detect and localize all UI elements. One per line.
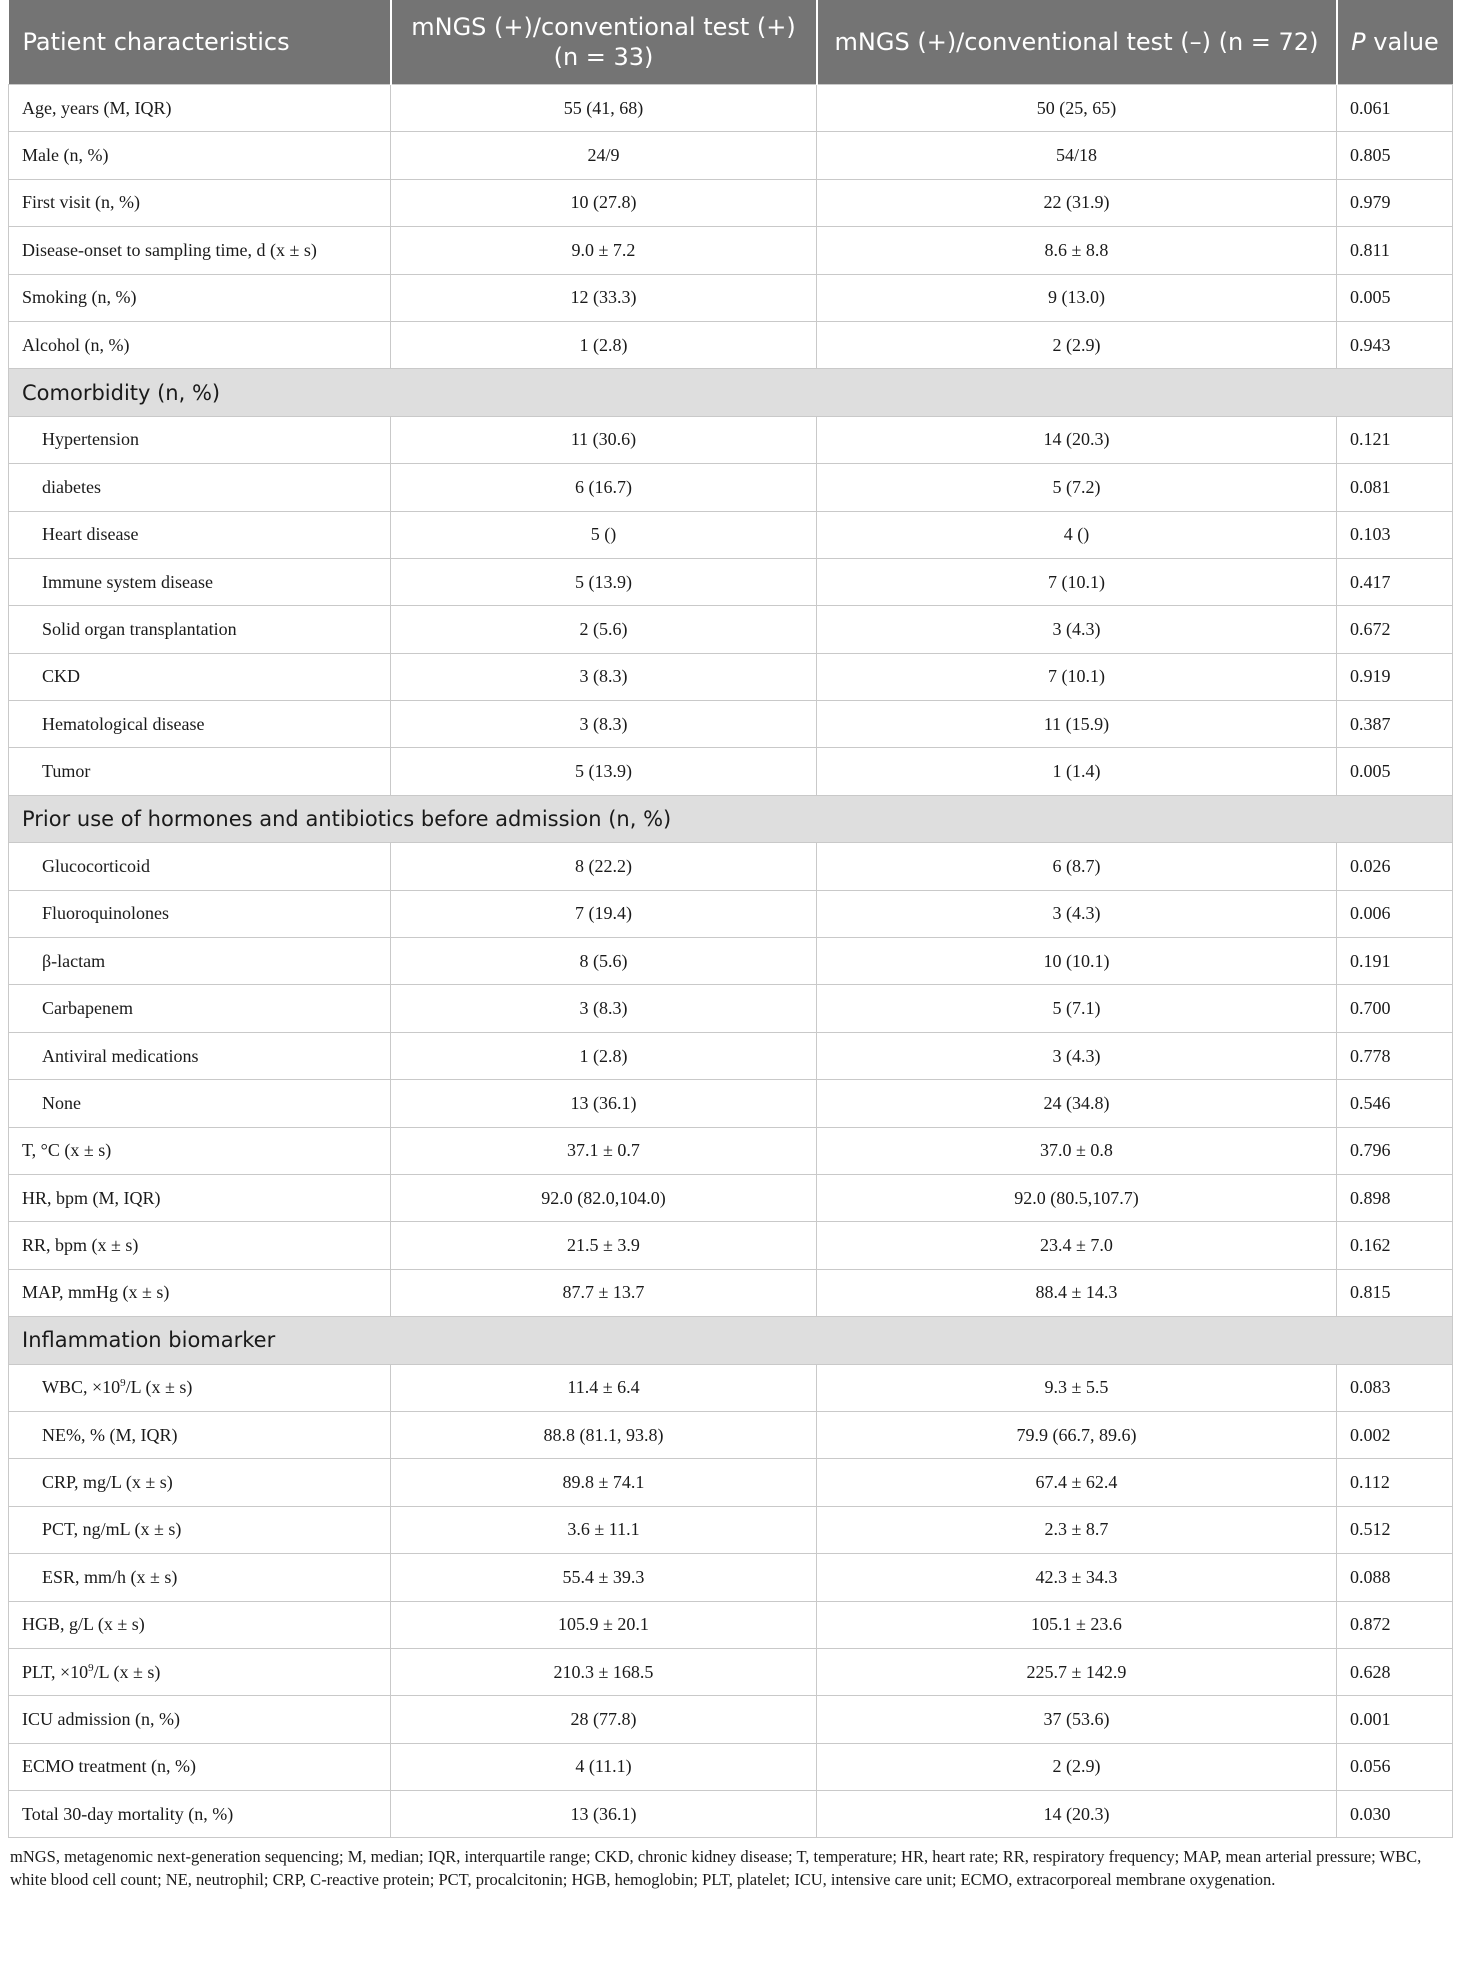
row-label xyxy=(9,1080,391,1127)
row-label-text: Disease-onset to sampling time, d (x ± s) xyxy=(22,239,317,260)
value-conventional-positive: 2 (5.6) xyxy=(391,606,817,653)
section-title: Comorbidity (n, %) xyxy=(9,369,1453,416)
value-conventional-negative: 10 (10.1) xyxy=(817,938,1337,985)
row-label xyxy=(9,1032,391,1079)
table-row xyxy=(9,1364,1453,1411)
row-label-text: Immune system disease xyxy=(42,571,213,592)
p-value: 0.898 xyxy=(1337,1174,1453,1221)
value-conventional-positive: 3 (8.3) xyxy=(391,985,817,1032)
p-value: 0.919 xyxy=(1337,653,1453,700)
p-value: 0.081 xyxy=(1337,464,1453,511)
value-conventional-negative: 225.7 ± 142.9 xyxy=(817,1648,1337,1695)
row-label xyxy=(9,938,391,985)
row-label-text: Glucocorticoid xyxy=(42,855,150,876)
value-conventional-negative: 105.1 ± 23.6 xyxy=(817,1601,1337,1648)
value-conventional-positive: 5 (13.9) xyxy=(391,558,817,605)
value-conventional-positive: 13 (36.1) xyxy=(391,1080,817,1127)
row-label-text: WBC, ×10 xyxy=(42,1377,121,1398)
row-label-text: HGB, g/L (x ± s) xyxy=(22,1614,145,1635)
p-value: 0.005 xyxy=(1337,748,1453,795)
value-conventional-positive: 9.0 ± 7.2 xyxy=(391,227,817,274)
p-value-suffix: value xyxy=(1365,28,1439,56)
table-body xyxy=(9,85,1453,1838)
p-value: 0.943 xyxy=(1337,321,1453,368)
row-label-text: NE%, % (M, IQR) xyxy=(42,1424,178,1445)
table-row xyxy=(9,416,1453,463)
row-label-suffix: /L (x ± s) xyxy=(93,1661,161,1682)
value-conventional-negative: 54/18 xyxy=(817,132,1337,179)
row-label xyxy=(9,1127,391,1174)
row-label-text: HR, bpm (M, IQR) xyxy=(22,1187,161,1208)
row-label-superscript: 9 xyxy=(88,1661,94,1674)
row-label xyxy=(9,1222,391,1269)
row-label-text: ECMO treatment (n, %) xyxy=(22,1756,196,1777)
table-row xyxy=(9,321,1453,368)
value-conventional-positive: 8 (22.2) xyxy=(391,843,817,890)
p-value: 0.512 xyxy=(1337,1506,1453,1553)
value-conventional-positive: 5 () xyxy=(391,511,817,558)
table-row xyxy=(9,558,1453,605)
row-label-text: Heart disease xyxy=(42,524,139,545)
p-value: 0.546 xyxy=(1337,1080,1453,1127)
value-conventional-positive: 13 (36.1) xyxy=(391,1791,817,1838)
row-label-text: None xyxy=(42,1092,81,1113)
value-conventional-negative: 23.4 ± 7.0 xyxy=(817,1222,1337,1269)
p-value: 0.056 xyxy=(1337,1743,1453,1790)
row-label-text: Total 30-day mortality (n, %) xyxy=(22,1803,234,1824)
row-label-text: MAP, mmHg (x ± s) xyxy=(22,1282,170,1303)
row-label xyxy=(9,558,391,605)
value-conventional-positive: 1 (2.8) xyxy=(391,321,817,368)
row-label xyxy=(9,985,391,1032)
value-conventional-negative: 42.3 ± 34.3 xyxy=(817,1554,1337,1601)
table-row xyxy=(9,1791,1453,1838)
value-conventional-negative: 3 (4.3) xyxy=(817,606,1337,653)
table-row xyxy=(9,511,1453,558)
header-conventional-positive: mNGS (+)/conventional test (+) (n = 33) xyxy=(391,0,817,85)
value-conventional-positive: 55.4 ± 39.3 xyxy=(391,1554,817,1601)
table-row xyxy=(9,938,1453,985)
table-row xyxy=(9,701,1453,748)
value-conventional-positive: 11 (30.6) xyxy=(391,416,817,463)
p-value: 0.417 xyxy=(1337,558,1453,605)
header-patient-characteristics: Patient characteristics xyxy=(9,0,391,85)
value-conventional-positive: 4 (11.1) xyxy=(391,1743,817,1790)
row-label-text: First visit (n, %) xyxy=(22,192,141,213)
row-label-text: Alcohol (n, %) xyxy=(22,334,130,355)
value-conventional-negative: 88.4 ± 14.3 xyxy=(817,1269,1337,1316)
table-row xyxy=(9,1127,1453,1174)
value-conventional-negative: 37.0 ± 0.8 xyxy=(817,1127,1337,1174)
value-conventional-positive: 37.1 ± 0.7 xyxy=(391,1127,817,1174)
value-conventional-negative: 7 (10.1) xyxy=(817,558,1337,605)
row-label xyxy=(9,1269,391,1316)
value-conventional-positive: 3 (8.3) xyxy=(391,701,817,748)
row-label xyxy=(9,1696,391,1743)
value-conventional-negative: 5 (7.1) xyxy=(817,985,1337,1032)
row-label-text: T, °C (x ± s) xyxy=(22,1140,112,1161)
value-conventional-positive: 6 (16.7) xyxy=(391,464,817,511)
row-label xyxy=(9,511,391,558)
table-row xyxy=(9,1222,1453,1269)
value-conventional-positive: 24/9 xyxy=(391,132,817,179)
table-header xyxy=(9,0,1453,85)
table-row xyxy=(9,653,1453,700)
row-label-text: Smoking (n, %) xyxy=(22,287,137,308)
row-label xyxy=(9,1791,391,1838)
value-conventional-positive: 3 (8.3) xyxy=(391,653,817,700)
row-label xyxy=(9,1364,391,1411)
row-label-text: diabetes xyxy=(42,476,101,497)
value-conventional-negative: 11 (15.9) xyxy=(817,701,1337,748)
p-value: 0.387 xyxy=(1337,701,1453,748)
p-value: 0.030 xyxy=(1337,1791,1453,1838)
p-value: 0.162 xyxy=(1337,1222,1453,1269)
p-value: 0.191 xyxy=(1337,938,1453,985)
p-value: 0.112 xyxy=(1337,1459,1453,1506)
p-value: 0.006 xyxy=(1337,890,1453,937)
table-row xyxy=(9,1174,1453,1221)
row-label xyxy=(9,1601,391,1648)
value-conventional-negative: 50 (25, 65) xyxy=(817,85,1337,132)
row-label xyxy=(9,132,391,179)
table-row xyxy=(9,1269,1453,1316)
row-label xyxy=(9,843,391,890)
p-value: 0.700 xyxy=(1337,985,1453,1032)
row-label-text: Age, years (M, IQR) xyxy=(22,97,172,118)
header-conventional-negative: mNGS (+)/conventional test (–) (n = 72) xyxy=(817,0,1337,85)
value-conventional-negative: 4 () xyxy=(817,511,1337,558)
row-label xyxy=(9,653,391,700)
row-label xyxy=(9,85,391,132)
row-label xyxy=(9,321,391,368)
p-value: 0.778 xyxy=(1337,1032,1453,1079)
value-conventional-negative: 3 (4.3) xyxy=(817,890,1337,937)
p-value: 0.805 xyxy=(1337,132,1453,179)
row-label xyxy=(9,1648,391,1695)
value-conventional-positive: 21.5 ± 3.9 xyxy=(391,1222,817,1269)
row-label-superscript: 9 xyxy=(120,1377,126,1390)
header-p-value xyxy=(1337,0,1453,85)
p-value: 0.811 xyxy=(1337,227,1453,274)
table-row xyxy=(9,85,1453,132)
table-row xyxy=(9,179,1453,226)
row-label xyxy=(9,748,391,795)
value-conventional-positive: 1 (2.8) xyxy=(391,1032,817,1079)
row-label-text: Fluoroquinolones xyxy=(42,903,170,924)
p-value: 0.083 xyxy=(1337,1364,1453,1411)
value-conventional-positive: 88.8 (81.1, 93.8) xyxy=(391,1411,817,1458)
row-label-text: Antiviral medications xyxy=(42,1045,199,1066)
row-label xyxy=(9,1411,391,1458)
row-label-text: ESR, mm/h (x ± s) xyxy=(42,1566,178,1587)
row-label-text: ICU admission (n, %) xyxy=(22,1708,180,1729)
row-label xyxy=(9,416,391,463)
row-label xyxy=(9,227,391,274)
value-conventional-negative: 8.6 ± 8.8 xyxy=(817,227,1337,274)
table-row xyxy=(9,1554,1453,1601)
value-conventional-positive: 92.0 (82.0,104.0) xyxy=(391,1174,817,1221)
value-conventional-negative: 9 (13.0) xyxy=(817,274,1337,321)
value-conventional-positive: 89.8 ± 74.1 xyxy=(391,1459,817,1506)
row-label xyxy=(9,1554,391,1601)
row-label xyxy=(9,274,391,321)
value-conventional-negative: 7 (10.1) xyxy=(817,653,1337,700)
value-conventional-positive: 105.9 ± 20.1 xyxy=(391,1601,817,1648)
row-label xyxy=(9,1174,391,1221)
p-value: 0.026 xyxy=(1337,843,1453,890)
row-label xyxy=(9,606,391,653)
section-header-row xyxy=(9,795,1453,842)
table-row xyxy=(9,1506,1453,1553)
value-conventional-negative: 14 (20.3) xyxy=(817,1791,1337,1838)
p-value: 0.061 xyxy=(1337,85,1453,132)
row-label-text: CRP, mg/L (x ± s) xyxy=(42,1472,173,1493)
table-row xyxy=(9,132,1453,179)
table-footnote: mNGS, metagenomic next-generation sequencing; M, median; IQR, interquartile range; CKD, chronic kidney disease; T, temperature; HR, heart rate; RR, respiratory frequency; MAP, mean arterial pressure; WBC, white blood cell count; NE, neutrophil; CRP, C-reactive protein; PCT, procalcitonin; HGB, hemoglobin; PLT, platelet; ICU, intensive care unit; ECMO, extracorporeal membrane oxygenation. xyxy=(10,1847,1422,1890)
table-row xyxy=(9,274,1453,321)
value-conventional-positive: 55 (41, 68) xyxy=(391,85,817,132)
value-conventional-negative: 1 (1.4) xyxy=(817,748,1337,795)
row-label-suffix: /L (x ± s) xyxy=(125,1377,193,1398)
table-row xyxy=(9,843,1453,890)
value-conventional-negative: 92.0 (80.5,107.7) xyxy=(817,1174,1337,1221)
table-row xyxy=(9,985,1453,1032)
value-conventional-negative: 67.4 ± 62.4 xyxy=(817,1459,1337,1506)
patient-characteristics-table xyxy=(8,0,1453,1838)
table-row xyxy=(9,890,1453,937)
section-header-row xyxy=(9,1317,1453,1364)
value-conventional-negative: 22 (31.9) xyxy=(817,179,1337,226)
row-label xyxy=(9,701,391,748)
table-row xyxy=(9,1080,1453,1127)
value-conventional-positive: 87.7 ± 13.7 xyxy=(391,1269,817,1316)
row-label-text: Carbapenem xyxy=(42,998,133,1019)
table-row xyxy=(9,748,1453,795)
p-value: 0.121 xyxy=(1337,416,1453,463)
row-label-text: Male (n, %) xyxy=(22,145,109,166)
table-row xyxy=(9,606,1453,653)
value-conventional-negative: 14 (20.3) xyxy=(817,416,1337,463)
value-conventional-negative: 24 (34.8) xyxy=(817,1080,1337,1127)
value-conventional-negative: 37 (53.6) xyxy=(817,1696,1337,1743)
row-label-text: PCT, ng/mL (x ± s) xyxy=(42,1519,182,1540)
value-conventional-positive: 3.6 ± 11.1 xyxy=(391,1506,817,1553)
row-label-text: Hematological disease xyxy=(42,713,205,734)
table-row xyxy=(9,1648,1453,1695)
table-container xyxy=(8,0,1452,1891)
table-row xyxy=(9,1743,1453,1790)
value-conventional-positive: 10 (27.8) xyxy=(391,179,817,226)
row-label-text: Tumor xyxy=(42,761,91,782)
p-value: 0.796 xyxy=(1337,1127,1453,1174)
row-label xyxy=(9,1743,391,1790)
row-label-text: Hypertension xyxy=(42,429,139,450)
value-conventional-negative: 79.9 (66.7, 89.6) xyxy=(817,1411,1337,1458)
value-conventional-negative: 6 (8.7) xyxy=(817,843,1337,890)
p-value: 0.872 xyxy=(1337,1601,1453,1648)
table-row xyxy=(9,1459,1453,1506)
p-value: 0.628 xyxy=(1337,1648,1453,1695)
value-conventional-negative: 9.3 ± 5.5 xyxy=(817,1364,1337,1411)
table-row xyxy=(9,1696,1453,1743)
value-conventional-negative: 2 (2.9) xyxy=(817,1743,1337,1790)
row-label-text: β-lactam xyxy=(42,950,106,971)
p-value: 0.672 xyxy=(1337,606,1453,653)
row-label xyxy=(9,890,391,937)
p-value: 0.815 xyxy=(1337,1269,1453,1316)
value-conventional-positive: 8 (5.6) xyxy=(391,938,817,985)
p-value: 0.001 xyxy=(1337,1696,1453,1743)
value-conventional-positive: 7 (19.4) xyxy=(391,890,817,937)
p-value: 0.103 xyxy=(1337,511,1453,558)
value-conventional-positive: 28 (77.8) xyxy=(391,1696,817,1743)
row-label-text: RR, bpm (x ± s) xyxy=(22,1235,139,1256)
value-conventional-negative: 5 (7.2) xyxy=(817,464,1337,511)
row-label xyxy=(9,1506,391,1553)
row-label xyxy=(9,464,391,511)
row-label xyxy=(9,1459,391,1506)
p-value: 0.005 xyxy=(1337,274,1453,321)
row-label-text: Solid organ transplantation xyxy=(42,618,237,639)
row-label-text: PLT, ×10 xyxy=(22,1661,89,1682)
table-row xyxy=(9,1411,1453,1458)
p-value: 0.979 xyxy=(1337,179,1453,226)
row-label-text: CKD xyxy=(42,666,81,687)
section-header-row xyxy=(9,369,1453,416)
table-row xyxy=(9,464,1453,511)
value-conventional-positive: 12 (33.3) xyxy=(391,274,817,321)
value-conventional-positive: 210.3 ± 168.5 xyxy=(391,1648,817,1695)
p-italic: P xyxy=(1351,28,1366,56)
p-value: 0.088 xyxy=(1337,1554,1453,1601)
value-conventional-positive: 5 (13.9) xyxy=(391,748,817,795)
section-title: Inflammation biomarker xyxy=(9,1317,1453,1364)
section-title: Prior use of hormones and antibiotics before admission (n, %) xyxy=(9,795,1453,842)
value-conventional-negative: 2 (2.9) xyxy=(817,321,1337,368)
table-row xyxy=(9,1032,1453,1079)
value-conventional-positive: 11.4 ± 6.4 xyxy=(391,1364,817,1411)
p-value: 0.002 xyxy=(1337,1411,1453,1458)
value-conventional-negative: 3 (4.3) xyxy=(817,1032,1337,1079)
value-conventional-negative: 2.3 ± 8.7 xyxy=(817,1506,1337,1553)
table-row xyxy=(9,227,1453,274)
row-label xyxy=(9,179,391,226)
table-row xyxy=(9,1601,1453,1648)
